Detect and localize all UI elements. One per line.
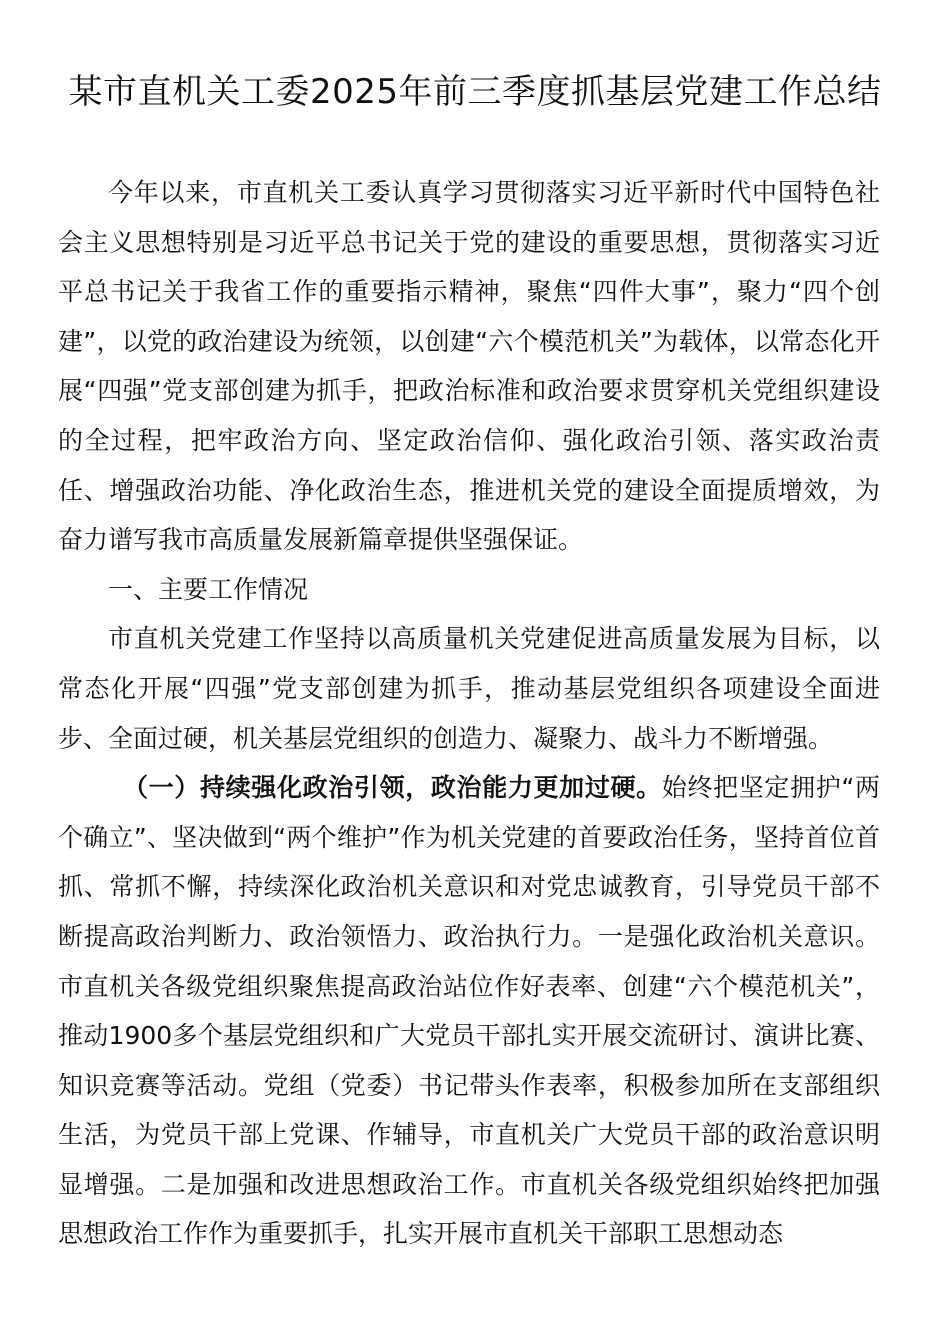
subsection-text: 始终把坚定拥护“两个确立”、坚决做到“两个维护”作为机关党建的首要政治任务，坚持首位首抓、常抓不懈，持续深化政治机关意识和对党忠诚教育，引导党员干部不断提高政治判断力、政治领悟力、政治执行力。一是强化政治机关意识。市直机关各级党组织聚焦提高政治站位作好表率、创建“六个模范机关”，推动1900多个基层党组织和广大党员干部扎实开展交流研讨、演讲比赛、知识竞赛等活动。党组（党委）书记带头作表率，积极参加所在支部组织生活，为党员干部上党课、作辅导，市直机关广大党员干部的政治意识明显增强。二是加强和改进思想政治工作。市直机关各级党组织始终把加强思想政治工作作为重要抓手，扎实开展市直机关干部职工思想动态	[58, 773, 880, 1249]
section-heading: 一、主要工作情况	[108, 574, 309, 604]
document-body	[58, 168, 880, 1259]
document-title: 某市直机关工委2025年前三季度抓基层党建工作总结	[68, 72, 882, 112]
overview-paragraph: 市直机关党建工作坚持以高质量机关党建促进高质量发展为目标，以常态化开展“四强”党支部创建为抓手，推动基层党组织各项建设全面进步、全面过硬，机关基层党组织的创造力、凝聚力、战斗力不断增强。	[58, 624, 880, 753]
subsection-heading: （一）持续强化政治引领，政治能力更加过硬。	[123, 773, 662, 803]
intro-paragraph: 今年以来，市直机关工委认真学习贯彻落实习近平新时代中国特色社会主义思想特别是习近平总书记关于党的建设的重要思想，贯彻落实习近平总书记关于我省工作的重要指示精神，聚焦“四件大事”，聚力“四个创建”，以党的政治建设为统领，以创建“六个模范机关”为载体，以常态化开展“四强”党支部创建为抓手，把政治标准和政治要求贯穿机关党组织建设的全过程，把牢政治方向、坚定政治信仰、强化政治引领、落实政治责任、增强政治功能、净化政治生态，推进机关党的建设全面提质增效，为奋力谱写我市高质量发展新篇章提供坚强保证。	[58, 178, 880, 555]
subsection-paragraph	[58, 763, 880, 1259]
